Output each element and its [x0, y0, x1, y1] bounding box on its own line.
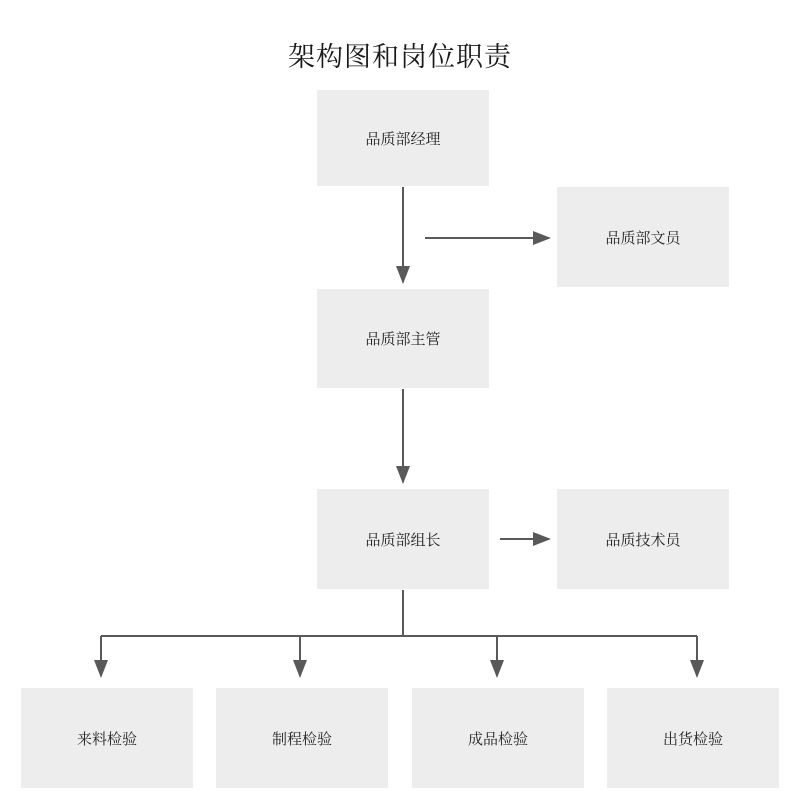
- node-tech[interactable]: 品质技术员: [557, 489, 729, 589]
- page-title: 架构图和岗位职责: [288, 42, 512, 72]
- node-incoming[interactable]: 来料检验: [21, 688, 193, 788]
- node-leader[interactable]: 品质部组长: [317, 489, 489, 589]
- node-supervisor[interactable]: 品质部主管: [317, 289, 489, 388]
- node-manager[interactable]: 品质部经理: [317, 90, 489, 186]
- node-shipping[interactable]: 出货检验: [607, 688, 779, 788]
- node-finished[interactable]: 成品检验: [412, 688, 584, 788]
- node-process[interactable]: 制程检验: [216, 688, 388, 788]
- node-clerk[interactable]: 品质部文员: [557, 187, 729, 287]
